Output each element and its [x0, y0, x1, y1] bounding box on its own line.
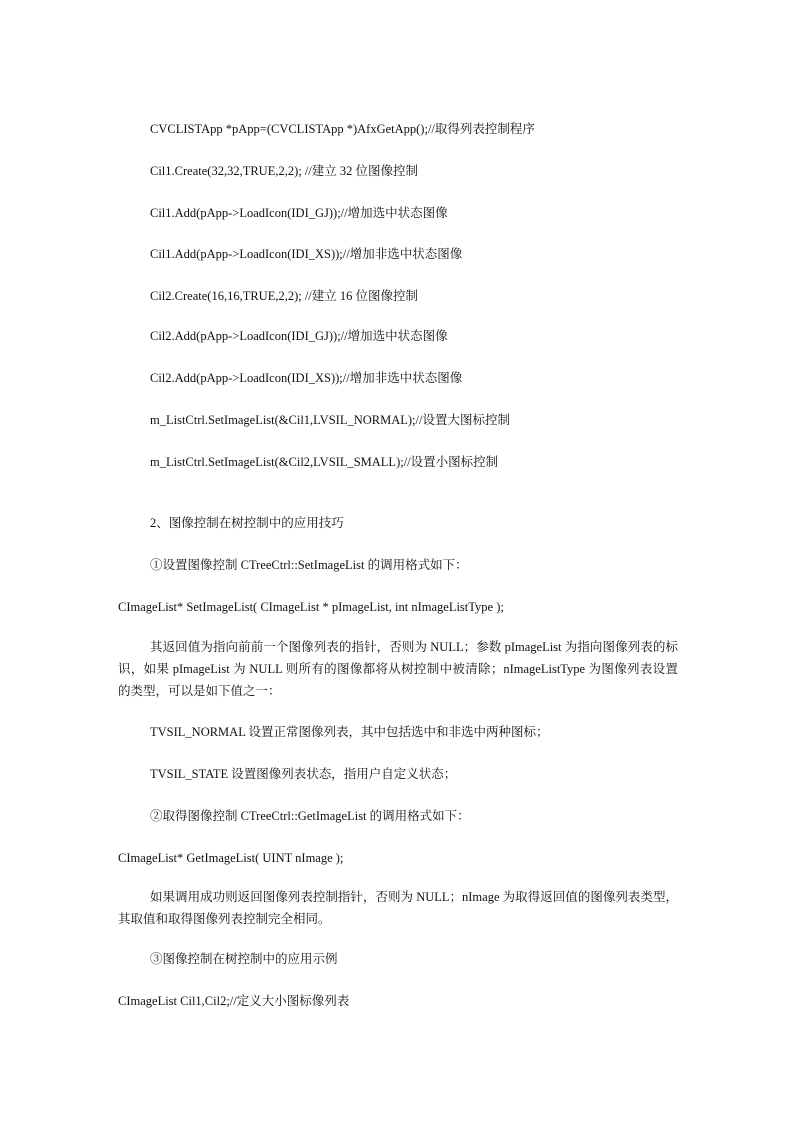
code-line: CImageList Cil1,Cil2;//定义大小图标像列表 [118, 994, 350, 1008]
code-line: Cil2.Create(16,16,TRUE,2,2); //建立 16 位图像控制 [150, 289, 419, 303]
code-line: Cil1.Add(pApp->LoadIcon(IDI_XS));//增加非选中状态图像 [150, 247, 463, 261]
description-paragraph: 如果调用成功则返回图像列表控制指针，否则为 NULL；nImage 为取得返回值的图像列表类型，其取值和取得图像列表控制完全相同。 [118, 890, 678, 926]
code-line: m_ListCtrl.SetImageList(&Cil1,LVSIL_NORMAL);//设置大图标控制 [150, 413, 510, 427]
subsection-heading: ②取得图像控制 CTreeCtrl::GetImageList 的调用格式如下： [150, 809, 470, 823]
description-paragraph: 其返回值为指向前前一个图像列表的指针，否则为 NULL；参数 pImageList 为指向图像列表的标识，如果 pImageList 为 NULL 则所有的图像都将从树控制中被清除；nImageListType 为图像列表设置的类型，可以是如下值之一： [118, 640, 678, 698]
code-line: Cil1.Create(32,32,TRUE,2,2); //建立 32 位图像控制 [150, 164, 419, 178]
code-line: Cil2.Add(pApp->LoadIcon(IDI_XS));//增加非选中状态图像 [150, 371, 463, 385]
option-item: TVSIL_NORMAL 设置正常图像列表，其中包括选中和非选中两种图标； [150, 725, 549, 739]
section-heading: 2、图像控制在树控制中的应用技巧 [150, 516, 344, 530]
function-signature: CImageList* SetImageList( CImageList * pImageList, int nImageListType ); [118, 600, 504, 614]
code-line: Cil2.Add(pApp->LoadIcon(IDI_GJ));//增加选中状态图像 [150, 329, 448, 343]
function-signature: CImageList* GetImageList( UINT nImage ); [118, 851, 344, 865]
code-line: m_ListCtrl.SetImageList(&Cil2,LVSIL_SMALL);//设置小图标控制 [150, 455, 499, 469]
option-item: TVSIL_STATE 设置图像列表状态，指用户自定义状态； [150, 767, 457, 781]
code-line: CVCLISTApp *pApp=(CVCLISTApp *)AfxGetApp();//取得列表控制程序 [150, 122, 535, 136]
subsection-heading: ①设置图像控制 CTreeCtrl::SetImageList 的调用格式如下： [150, 558, 468, 572]
code-line: Cil1.Add(pApp->LoadIcon(IDI_GJ));//增加选中状态图像 [150, 206, 448, 220]
subsection-heading: ③图像控制在树控制中的应用示例 [150, 952, 338, 966]
